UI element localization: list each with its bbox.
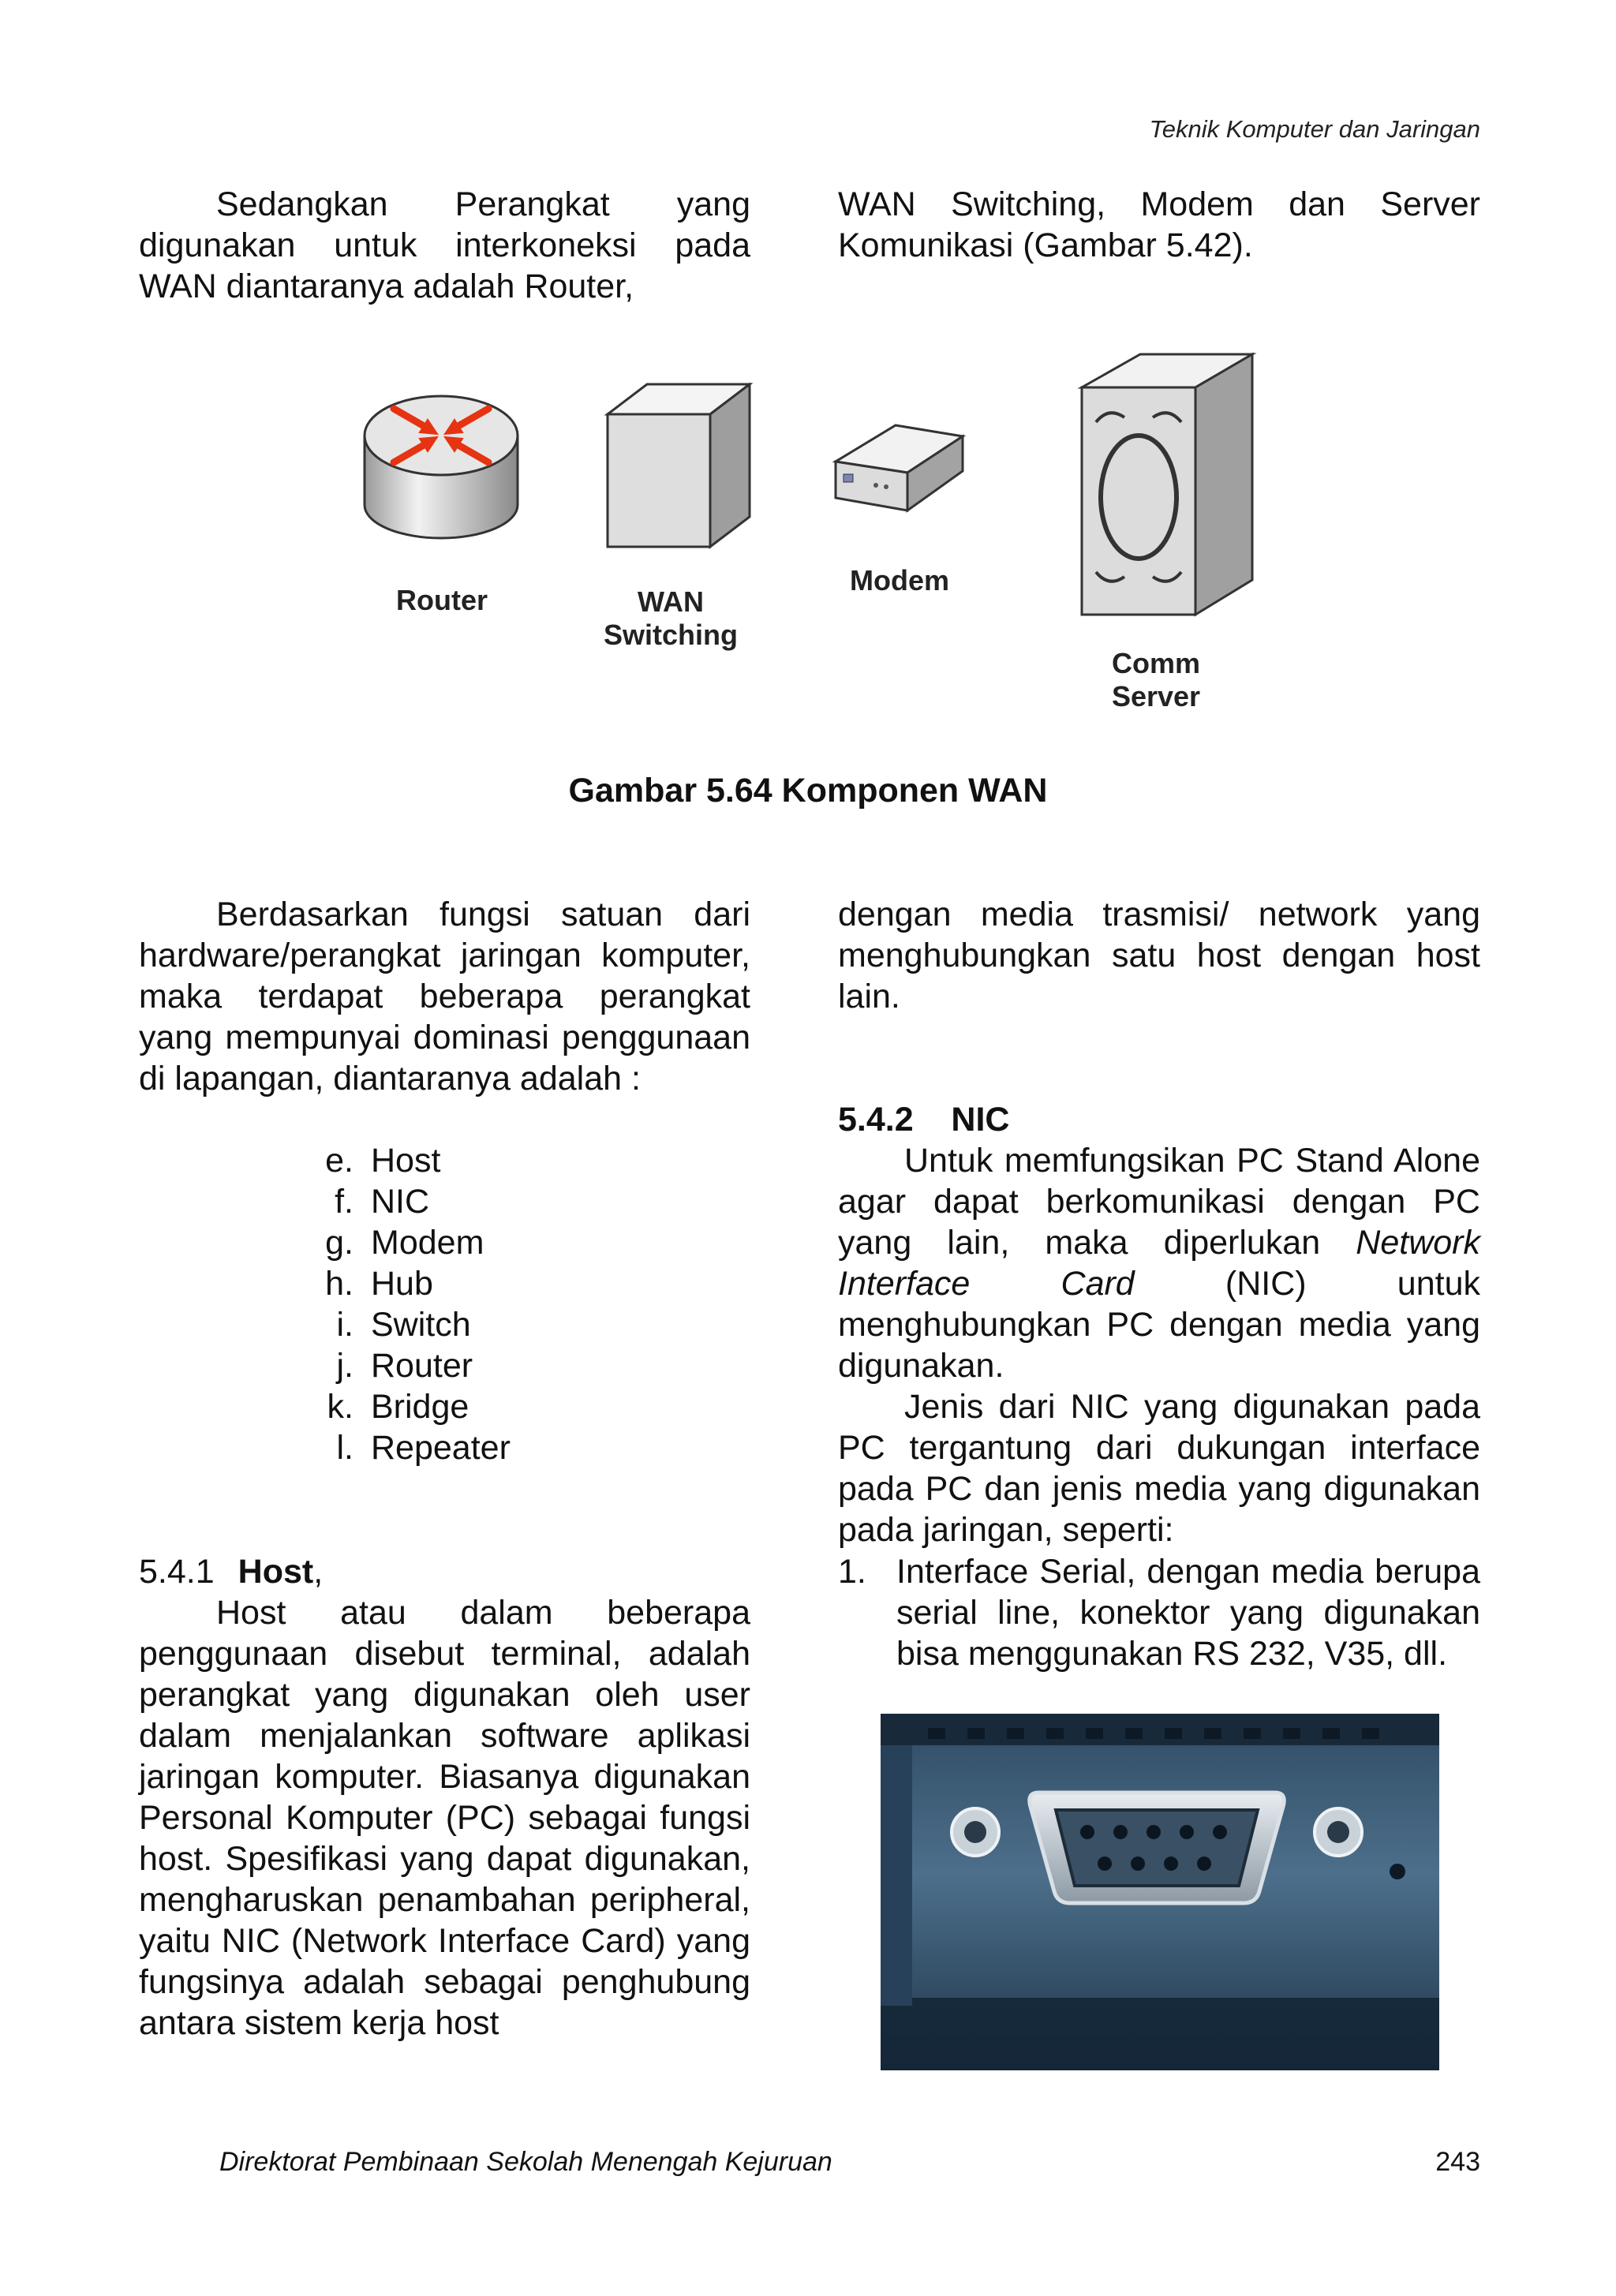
list-marker: g. bbox=[325, 1224, 354, 1262]
running-header: Teknik Komputer dan Jaringan bbox=[1149, 115, 1480, 143]
host-paragraph: Host atau dalam beberapa penggunaan disebut terminal, adalah perangkat yang digunakan oleh user dalam menjalankan software aplikasi jaringan komputer. Biasanya digunakan Personal Komputer (PC) sebagai fungsi host. Spesifikasi yang dapat digunakan, mengharuskan penambahan peripheral, yaitu NIC (Network Interface Card) yang fungsinya adalah sebagai penghubung antara sistem kerja host bbox=[139, 1594, 750, 2042]
comm-label-line1: Comm bbox=[1111, 647, 1200, 679]
comm-server-label bbox=[1097, 647, 1215, 713]
wan-switching-icon bbox=[600, 383, 758, 556]
intro-right-paragraph: WAN Switching, Modem dan Server Komunikasi (Gambar 5.42). bbox=[838, 185, 1480, 264]
wan-switching-label bbox=[592, 585, 750, 652]
right-column-para1 bbox=[838, 894, 1480, 1017]
intro-left-paragraph: Sedangkan Perangkat yang digunakan untuk interkoneksi pada WAN diantaranya adalah Router, bbox=[139, 185, 750, 305]
media-paragraph: dengan media trasmisi/ network yang menghubungkan satu host dengan host lain. bbox=[838, 896, 1480, 1015]
comm-server-icon bbox=[1077, 351, 1259, 619]
list-marker: k. bbox=[327, 1388, 354, 1426]
nic-p1-part-b: (NIC) untuk menghubungkan PC dengan media yang digunakan. bbox=[838, 1265, 1480, 1385]
wan-label-line1: WAN bbox=[638, 585, 704, 618]
intro-right-text bbox=[838, 184, 1480, 266]
list-text: Modem bbox=[371, 1224, 484, 1262]
section-title: Host bbox=[238, 1553, 314, 1591]
host-paragraph-block bbox=[139, 1592, 750, 2044]
interface-list-item bbox=[838, 1551, 1480, 1674]
wan-components-figure bbox=[339, 339, 1286, 742]
comm-label-line2: Server bbox=[1111, 680, 1201, 712]
list-item bbox=[336, 1345, 702, 1386]
nic-paragraph-2: Jenis dari NIC yang digunakan pada PC tergantung dari dukungan interface pada PC dan jenis media yang digunakan pada jaringan, seperti: bbox=[838, 1388, 1480, 1549]
nic-paragraph-1 bbox=[838, 1140, 1480, 1386]
interface-item-marker: 1. bbox=[838, 1553, 866, 1591]
page-number: 243 bbox=[1435, 2147, 1480, 2177]
router-label: Router bbox=[396, 584, 488, 616]
list-text: Repeater bbox=[371, 1429, 511, 1467]
list-item bbox=[325, 1263, 702, 1304]
list-marker: f. bbox=[335, 1183, 354, 1221]
list-text: Router bbox=[371, 1347, 473, 1385]
list-marker: j. bbox=[336, 1347, 354, 1385]
left-column-para1 bbox=[139, 894, 750, 1099]
list-text: NIC bbox=[371, 1183, 430, 1221]
list-item bbox=[325, 1140, 702, 1181]
list-marker: h. bbox=[325, 1265, 354, 1303]
modem-label: Modem bbox=[850, 564, 949, 596]
list-text: Bridge bbox=[371, 1388, 469, 1426]
intro-left-text bbox=[139, 184, 750, 307]
list-text: Hub bbox=[371, 1265, 433, 1303]
figure-caption: Gambar 5.64 Komponen WAN bbox=[568, 772, 1048, 810]
nic-p1-part-a: Untuk memfungsikan PC Stand Alone agar dapat berkomunikasi dengan PC yang lain, maka diperlukan bbox=[838, 1142, 1480, 1262]
section-comma: , bbox=[313, 1553, 324, 1591]
list-item bbox=[335, 1181, 702, 1222]
list-marker: e. bbox=[325, 1142, 354, 1180]
interface-item-text: Interface Serial, dengan media berupa serial line, konektor yang digunakan bisa menggunakan RS 232, V35, dll. bbox=[896, 1553, 1480, 1673]
section-number: 5.4.1 bbox=[139, 1553, 215, 1591]
intro-devices-paragraph: Berdasarkan fungsi satuan dari hardware/perangkat jaringan komputer, maka terdapat beberapa perangkat yang mempunyai dominasi penggunaan di lapangan, diantaranya adalah : bbox=[139, 896, 750, 1098]
nic-heading: 5.4.2 NIC bbox=[838, 1101, 1010, 1139]
device-list bbox=[325, 1140, 702, 1468]
section-host-heading bbox=[139, 1551, 750, 1592]
list-item bbox=[327, 1386, 702, 1427]
footer-publisher: Direktorat Pembinaan Sekolah Menengah Kejuruan bbox=[219, 2147, 832, 2177]
nic-p1-emphasis: Network Interface Card bbox=[838, 1224, 1480, 1303]
serial-port-photo bbox=[881, 1714, 1439, 2070]
router-icon bbox=[358, 387, 524, 552]
wan-label-line2: Switching bbox=[604, 619, 738, 651]
list-marker: l. bbox=[336, 1429, 354, 1467]
list-item bbox=[336, 1427, 702, 1468]
list-text: Switch bbox=[371, 1306, 471, 1344]
section-nic-heading bbox=[838, 1099, 1480, 1140]
nic-paragraphs bbox=[838, 1140, 1480, 1550]
list-item bbox=[336, 1304, 702, 1345]
list-text: Host bbox=[371, 1142, 441, 1180]
modem-icon bbox=[832, 422, 974, 533]
list-item bbox=[325, 1222, 702, 1263]
list-marker: i. bbox=[336, 1306, 354, 1344]
